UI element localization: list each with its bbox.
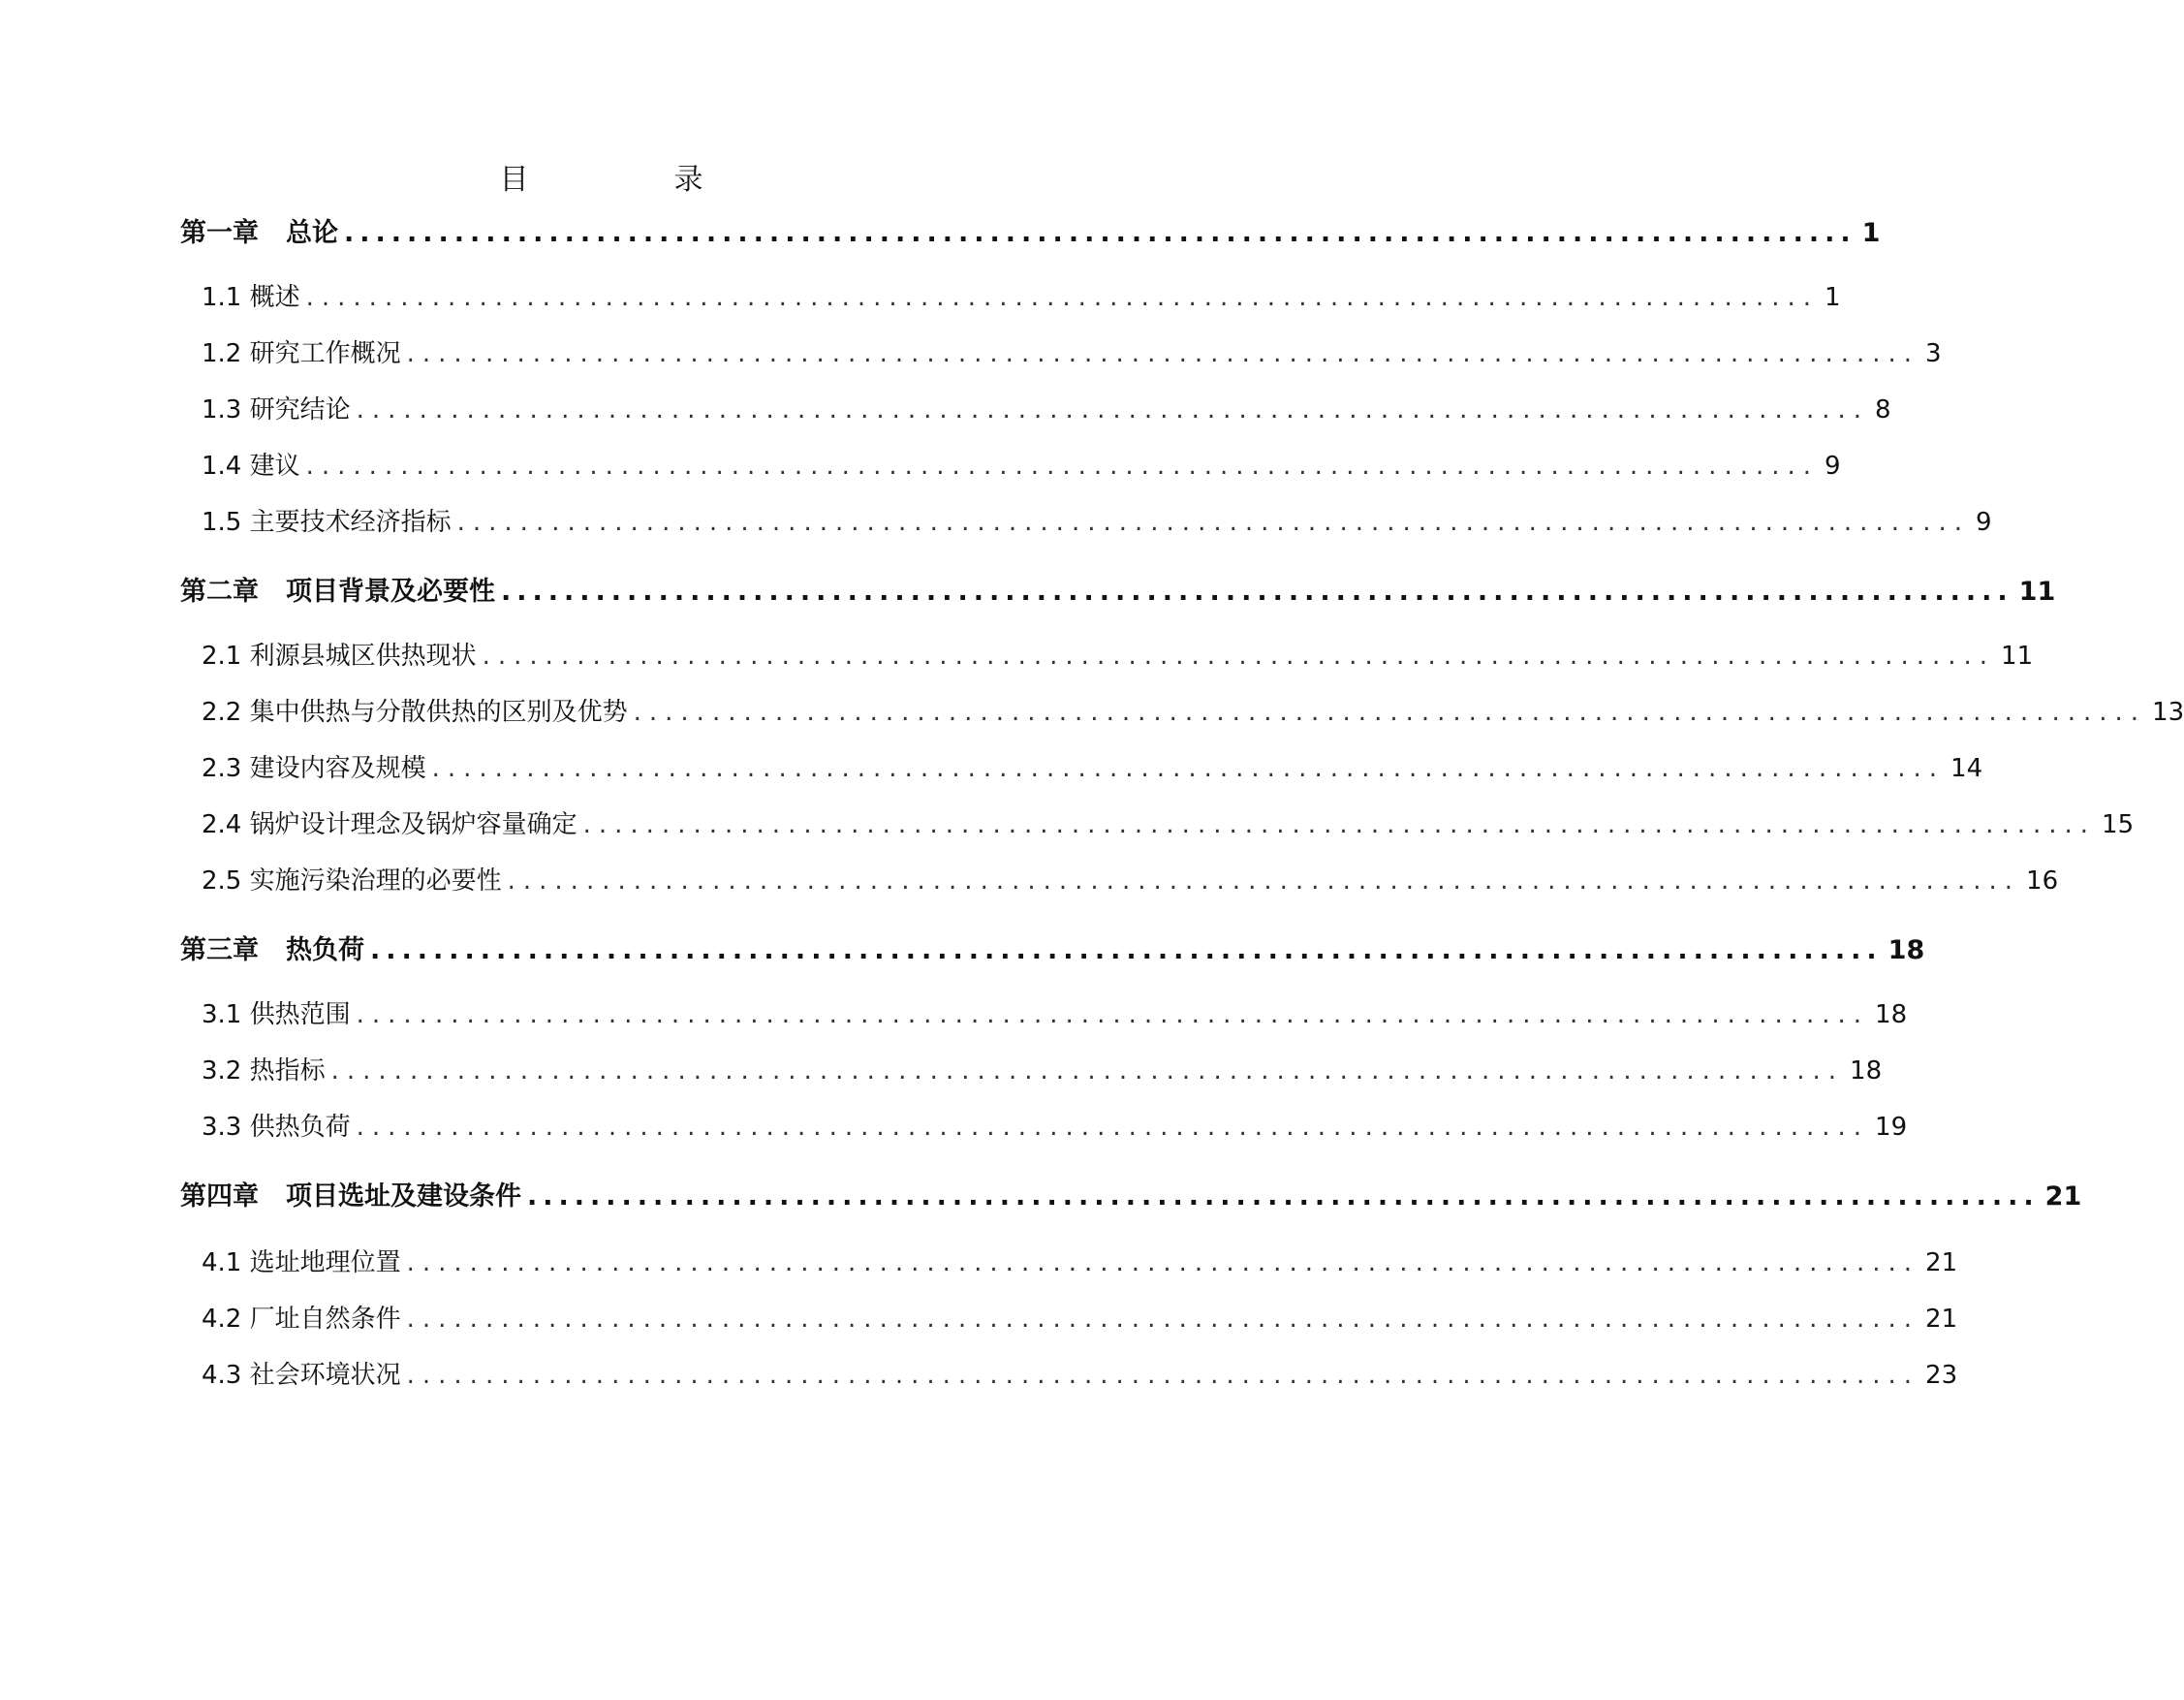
section-title: 3.1 供热范围 [202, 1000, 351, 1029]
chapter-title: 总论 [286, 218, 338, 248]
page-number: 21 [2044, 1181, 2082, 1212]
chapter-title: 热负荷 [286, 935, 364, 965]
chapter-title: 项目背景及必要性 [286, 577, 495, 607]
toc-chapter[interactable] [180, 1175, 2082, 1212]
toc-section[interactable] [202, 994, 1908, 1030]
section-title: 2.5 实施污染治理的必要性 [202, 866, 502, 896]
dot-leader: ................................................................................................ [370, 935, 1883, 965]
dot-leader: ................................................................................................ [582, 810, 2097, 839]
dot-leader: ................................................................................................ [482, 642, 1996, 671]
dot-leader: ................................................................................................ [456, 508, 1971, 537]
dot-leader: ................................................................................................ [431, 754, 1946, 783]
toc-chapter[interactable] [180, 211, 1881, 249]
section-title: 1.5 主要技术经济指标 [202, 508, 452, 537]
dot-leader: ................................................................................................ [356, 395, 1870, 425]
chapter-title: 项目选址及建设条件 [286, 1181, 521, 1212]
dot-leader: ................................................................................................ [406, 1248, 1920, 1277]
toc-section[interactable] [202, 692, 2184, 728]
toc-section[interactable] [202, 502, 1992, 538]
toc-section[interactable] [202, 636, 2034, 672]
page-number: 15 [2102, 810, 2135, 839]
chapter-number: 第一章 [180, 218, 259, 248]
chapter-number: 第二章 [180, 577, 259, 607]
toc-section[interactable] [202, 1299, 1958, 1335]
toc-section[interactable] [202, 1107, 1908, 1143]
page-number: 18 [1888, 935, 1925, 965]
dot-leader: ................................................................................................ [406, 1361, 1920, 1390]
toc-title: 目 录 [499, 163, 762, 197]
section-title: 1.4 建议 [202, 452, 300, 481]
page-number: 18 [1850, 1056, 1883, 1086]
section-title: 3.2 热指标 [202, 1056, 326, 1086]
section-title: 2.1 利源县城区供热现状 [202, 642, 477, 671]
dot-leader: ................................................................................................ [356, 1000, 1870, 1029]
page-number: 14 [1950, 754, 1983, 783]
section-title: 1.3 研究结论 [202, 395, 351, 425]
toc-section[interactable] [202, 446, 1841, 482]
dot-leader: ................................................................................................ [527, 1181, 2040, 1212]
section-title: 1.1 概述 [202, 283, 300, 312]
page-number: 21 [1925, 1305, 1958, 1334]
chapter-number: 第四章 [180, 1181, 259, 1212]
toc-section[interactable] [202, 804, 2135, 840]
dot-leader: ................................................................................................ [305, 283, 1820, 312]
page-number: 3 [1925, 339, 1942, 368]
dot-leader: ................................................................................................ [633, 698, 2147, 727]
section-title: 4.3 社会环境状况 [202, 1361, 401, 1390]
toc-chapter[interactable] [180, 570, 2056, 608]
section-title: 1.2 研究工作概况 [202, 339, 401, 368]
section-title: 3.3 供热负荷 [202, 1113, 351, 1142]
page-number: 23 [1925, 1361, 1958, 1390]
page-number: 11 [2001, 642, 2034, 671]
dot-leader: ................................................................................................ [507, 866, 2021, 896]
page-number: 8 [1875, 395, 1891, 425]
toc-section[interactable] [202, 861, 2059, 897]
dot-leader: ................................................................................................ [305, 452, 1820, 481]
toc-section[interactable] [202, 1051, 1883, 1086]
toc-section[interactable] [202, 390, 1891, 425]
section-title: 2.4 锅炉设计理念及锅炉容量确定 [202, 810, 577, 839]
page-number: 13 [2152, 698, 2184, 727]
toc-section[interactable] [202, 748, 1983, 784]
section-title: 2.2 集中供热与分散供热的区别及优势 [202, 698, 628, 727]
page-number: 18 [1875, 1000, 1908, 1029]
dot-leader: ................................................................................................ [330, 1056, 1845, 1086]
section-title: 2.3 建设内容及规模 [202, 754, 426, 783]
page-number: 1 [1861, 218, 1881, 248]
page-number: 9 [1825, 452, 1841, 481]
dot-leader: ................................................................................................ [344, 218, 1856, 248]
section-title: 4.2 厂址自然条件 [202, 1305, 401, 1334]
toc-section[interactable] [202, 1355, 1958, 1391]
toc-section[interactable] [202, 333, 1942, 369]
dot-leader: ................................................................................................ [406, 1305, 1920, 1334]
chapter-number: 第三章 [180, 935, 259, 965]
page-number: 11 [2018, 577, 2056, 607]
page-number: 19 [1875, 1113, 1908, 1142]
toc-section[interactable] [202, 277, 1841, 313]
page-number: 16 [2026, 866, 2059, 896]
section-title: 4.1 选址地理位置 [202, 1248, 401, 1277]
toc-chapter[interactable] [180, 929, 1925, 966]
dot-leader: ................................................................................................ [501, 577, 2013, 607]
toc-section[interactable] [202, 1243, 1958, 1278]
page-number: 9 [1976, 508, 1992, 537]
dot-leader: ................................................................................................ [406, 339, 1920, 368]
page-number: 1 [1825, 283, 1841, 312]
dot-leader: ................................................................................................ [356, 1113, 1870, 1142]
page-number: 21 [1925, 1248, 1958, 1277]
